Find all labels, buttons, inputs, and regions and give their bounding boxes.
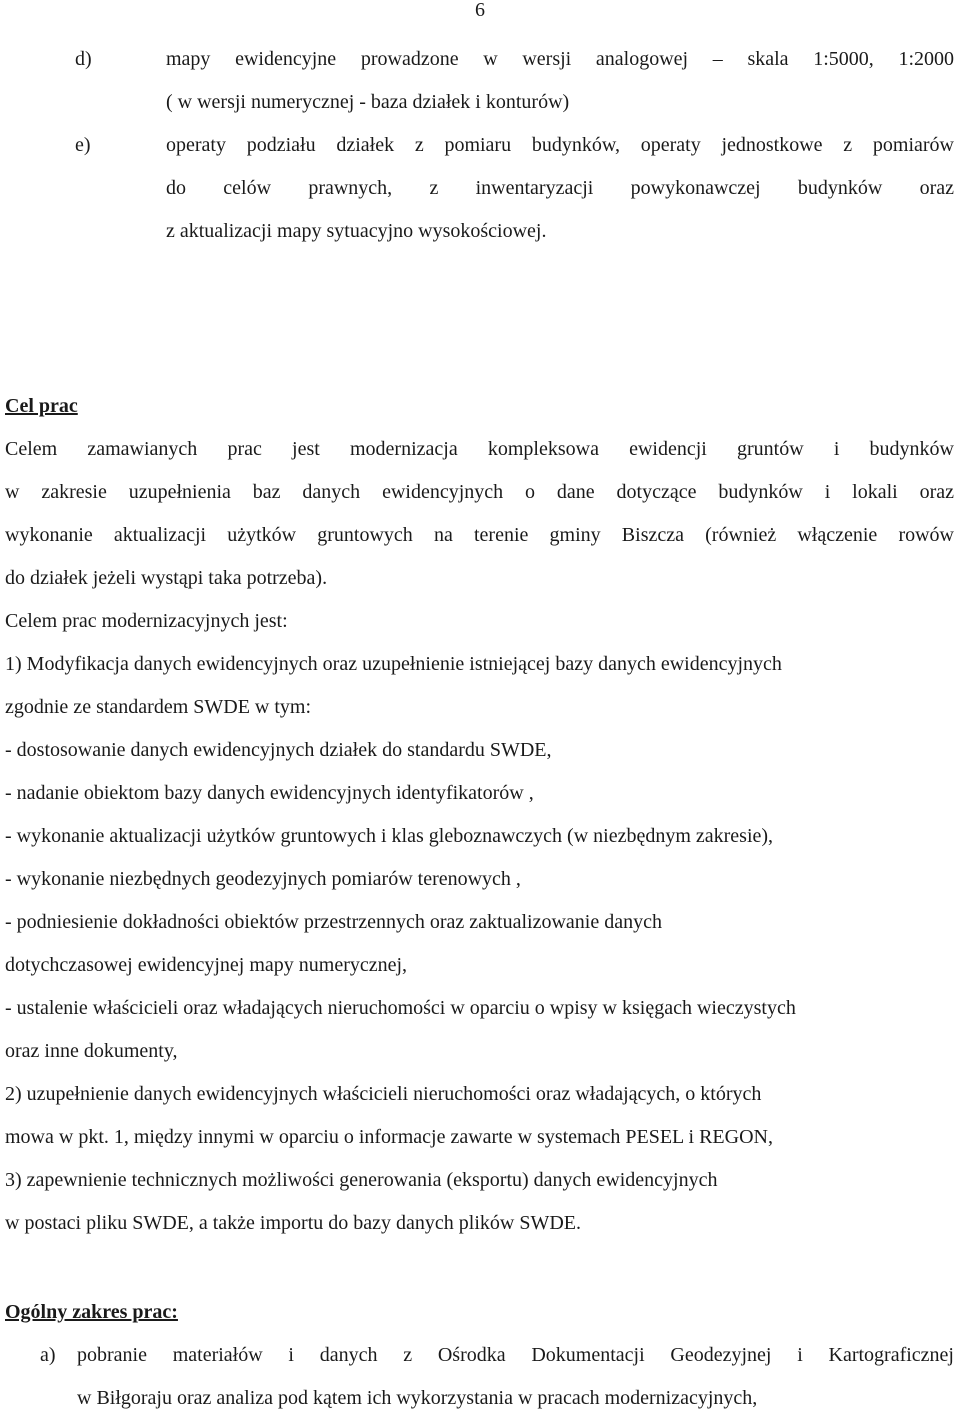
cel-line-15: w postaci pliku SWDE, a także importu do bazy danych plików SWDE. [5,1212,581,1234]
cel-para-line-4: do działek jeżeli wystąpi taka potrzeba). [5,567,328,589]
item-e-line-3: z aktualizacji mapy sytuacyjno wysokościowej. [166,220,547,242]
cel-para-line-2: w zakresie uzupełnienia baz danych ewidencyjnych o dane dotyczące budynków i lokali oraz [5,481,954,503]
cel-line-7: - wykonanie niezbędnych geodezyjnych pomiarów terenowych , [5,868,521,890]
section-heading-zakres: Ogólny zakres prac: [5,1301,178,1323]
item-d-line-1: mapy ewidencyjne prowadzone w wersji analogowej – skala 1:5000, 1:2000 [166,48,954,70]
cel-line-9: dotychczasowej ewidencyjnej mapy numerycznej, [5,954,408,976]
item-a-line-1: pobranie materiałów i danych z Ośrodka Dokumentacji Geodezyjnej i Kartograficznej [77,1344,954,1366]
cel-line-11: oraz inne dokumenty, [5,1040,178,1062]
cel-line-2: 1) Modyfikacja danych ewidencyjnych oraz uzupełnienie istniejącej bazy danych ewidencyjnych [5,653,782,675]
cel-line-12: 2) uzupełnienie danych ewidencyjnych właścicieli nieruchomości oraz władających, o których [5,1083,762,1105]
list-marker-a: a) [40,1344,56,1366]
item-a-line-2: w Biłgoraju oraz analiza pod kątem ich wykorzystania w pracach modernizacyjnych, [77,1387,758,1409]
cel-line-1: Celem prac modernizacyjnych jest: [5,610,288,632]
cel-para-line-3: wykonanie aktualizacji użytków gruntowych na terenie gminy Biszcza (również włączenie rowów [5,524,954,546]
item-d-line-2: ( w wersji numerycznej - baza działek i konturów) [166,91,570,113]
cel-line-10: - ustalenie właścicieli oraz władających nieruchomości w oparciu o wpisy w księgach wieczystych [5,997,796,1019]
cel-line-5: - nadanie obiektom bazy danych ewidencyjnych identyfikatorów , [5,782,534,804]
cel-line-13: mowa w pkt. 1, między innymi w oparciu o informacje zawarte w systemach PESEL i REGON, [5,1126,773,1148]
list-marker-d: d) [75,48,92,70]
page-number: 6 [475,0,485,21]
cel-para-line-1: Celem zamawianych prac jest modernizacja kompleksowa ewidencji gruntów i budynków [5,438,954,460]
cel-line-14: 3) zapewnienie technicznych możliwości generowania (eksportu) danych ewidencyjnych [5,1169,718,1191]
cel-line-3: zgodnie ze standardem SWDE w tym: [5,696,312,718]
section-heading-cel-prac: Cel prac [5,395,78,417]
cel-line-6: - wykonanie aktualizacji użytków gruntowych i klas gleboznawczych (w niezbędnym zakresie), [5,825,774,847]
item-e-line-1: operaty podziału działek z pomiaru budynków, operaty jednostkowe z pomiarów [166,134,954,156]
cel-line-8: - podniesienie dokładności obiektów przestrzennych oraz zaktualizowanie danych [5,911,662,933]
item-e-line-2: do celów prawnych, z inwentaryzacji powykonawczej budynków oraz [166,177,954,199]
cel-line-4: - dostosowanie danych ewidencyjnych działek do standardu SWDE, [5,739,552,761]
list-marker-e: e) [75,134,91,156]
